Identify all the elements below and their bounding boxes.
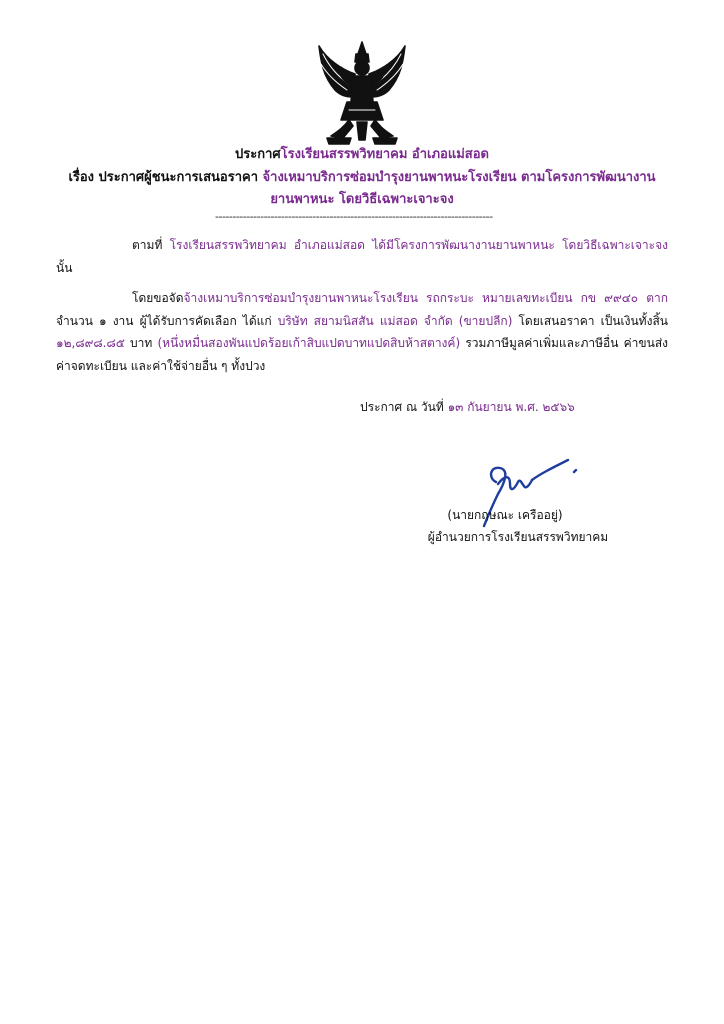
p1-project: โรงเรียนสรรพวิทยาคม อำเภอแม่สอด ได้มีโครงการพัฒนางานยานพาหนะ โดยวิธีเฉพาะเจาะจง bbox=[169, 238, 668, 252]
subject-line2: ยานพาหนะ โดยวิธีเฉพาะเจาะจง bbox=[270, 192, 454, 207]
title-prefix: ประกาศ bbox=[235, 147, 281, 162]
p2-amount: ๑๒,๘๙๘.๘๕ bbox=[56, 336, 125, 350]
p2-intro: โดยขอจัด bbox=[132, 291, 184, 305]
subject-project: จ้างเหมาบริการซ่อมบำรุงยานพาหนะโรงเรียน ตามโครงการพัฒนางาน bbox=[262, 170, 656, 185]
p1-intro: ตามที่ bbox=[132, 238, 170, 252]
paragraph-1 bbox=[56, 234, 668, 279]
announce-label: ประกาศ ณ วันที่ bbox=[360, 400, 448, 414]
announce-date-value: ๑๓ กันยายน พ.ศ. ๒๕๖๖ bbox=[447, 400, 575, 414]
title-school: โรงเรียนสรรพวิทยาคม อำเภอแม่สอด bbox=[280, 147, 489, 162]
garuda-emblem-icon bbox=[313, 40, 411, 146]
p2-service: จ้างเหมาบริการซ่อมบำรุงยานพาหนะโรงเรียน รถกระบะ หมายเลขทะเบียน กข ๙๙๔๐ ตาก bbox=[183, 291, 668, 305]
p1-end: นั้น bbox=[56, 260, 73, 275]
signer-position: ผู้อำนวยการโรงเรียนสรรพวิทยาคม bbox=[427, 530, 609, 544]
signer-name: (นายกฤษณะ เครืออยู่) bbox=[447, 508, 563, 522]
p2-vendor: บริษัท สยามนิสสัน แม่สอด จำกัด (ขายปลีก) bbox=[277, 313, 513, 328]
p2-price-label: โดยเสนอราคา เป็นเงินทั้งสิ้น bbox=[512, 313, 668, 328]
subject-label: เรื่อง ประกาศผู้ชนะการเสนอราคา bbox=[68, 170, 258, 185]
p2-baht: บาท bbox=[124, 336, 158, 350]
p2-amount-text: (หนึ่งหมื่นสองพันแปดร้อยเก้าสิบแปดบาทแปดสิบห้าสตางค์) bbox=[157, 336, 461, 350]
p2-tax-note: รวมภาษีมูลค่าเพิ่มและภาษีอื่น ค่าขนส่ง ค่าจดทะเบียน และค่าใช้จ่ายอื่น ๆ ทั้งปวง bbox=[56, 336, 668, 373]
divider-line: -------------------------------------------------------------------------------- bbox=[215, 210, 493, 223]
announcement-subject bbox=[60, 167, 664, 211]
paragraph-2 bbox=[56, 287, 668, 377]
announcement-title bbox=[60, 144, 664, 166]
p2-quantity: จำนวน ๑ งาน ผู้ได้รับการคัดเลือก ได้แก่ bbox=[56, 313, 278, 328]
announcement-date bbox=[360, 396, 575, 418]
